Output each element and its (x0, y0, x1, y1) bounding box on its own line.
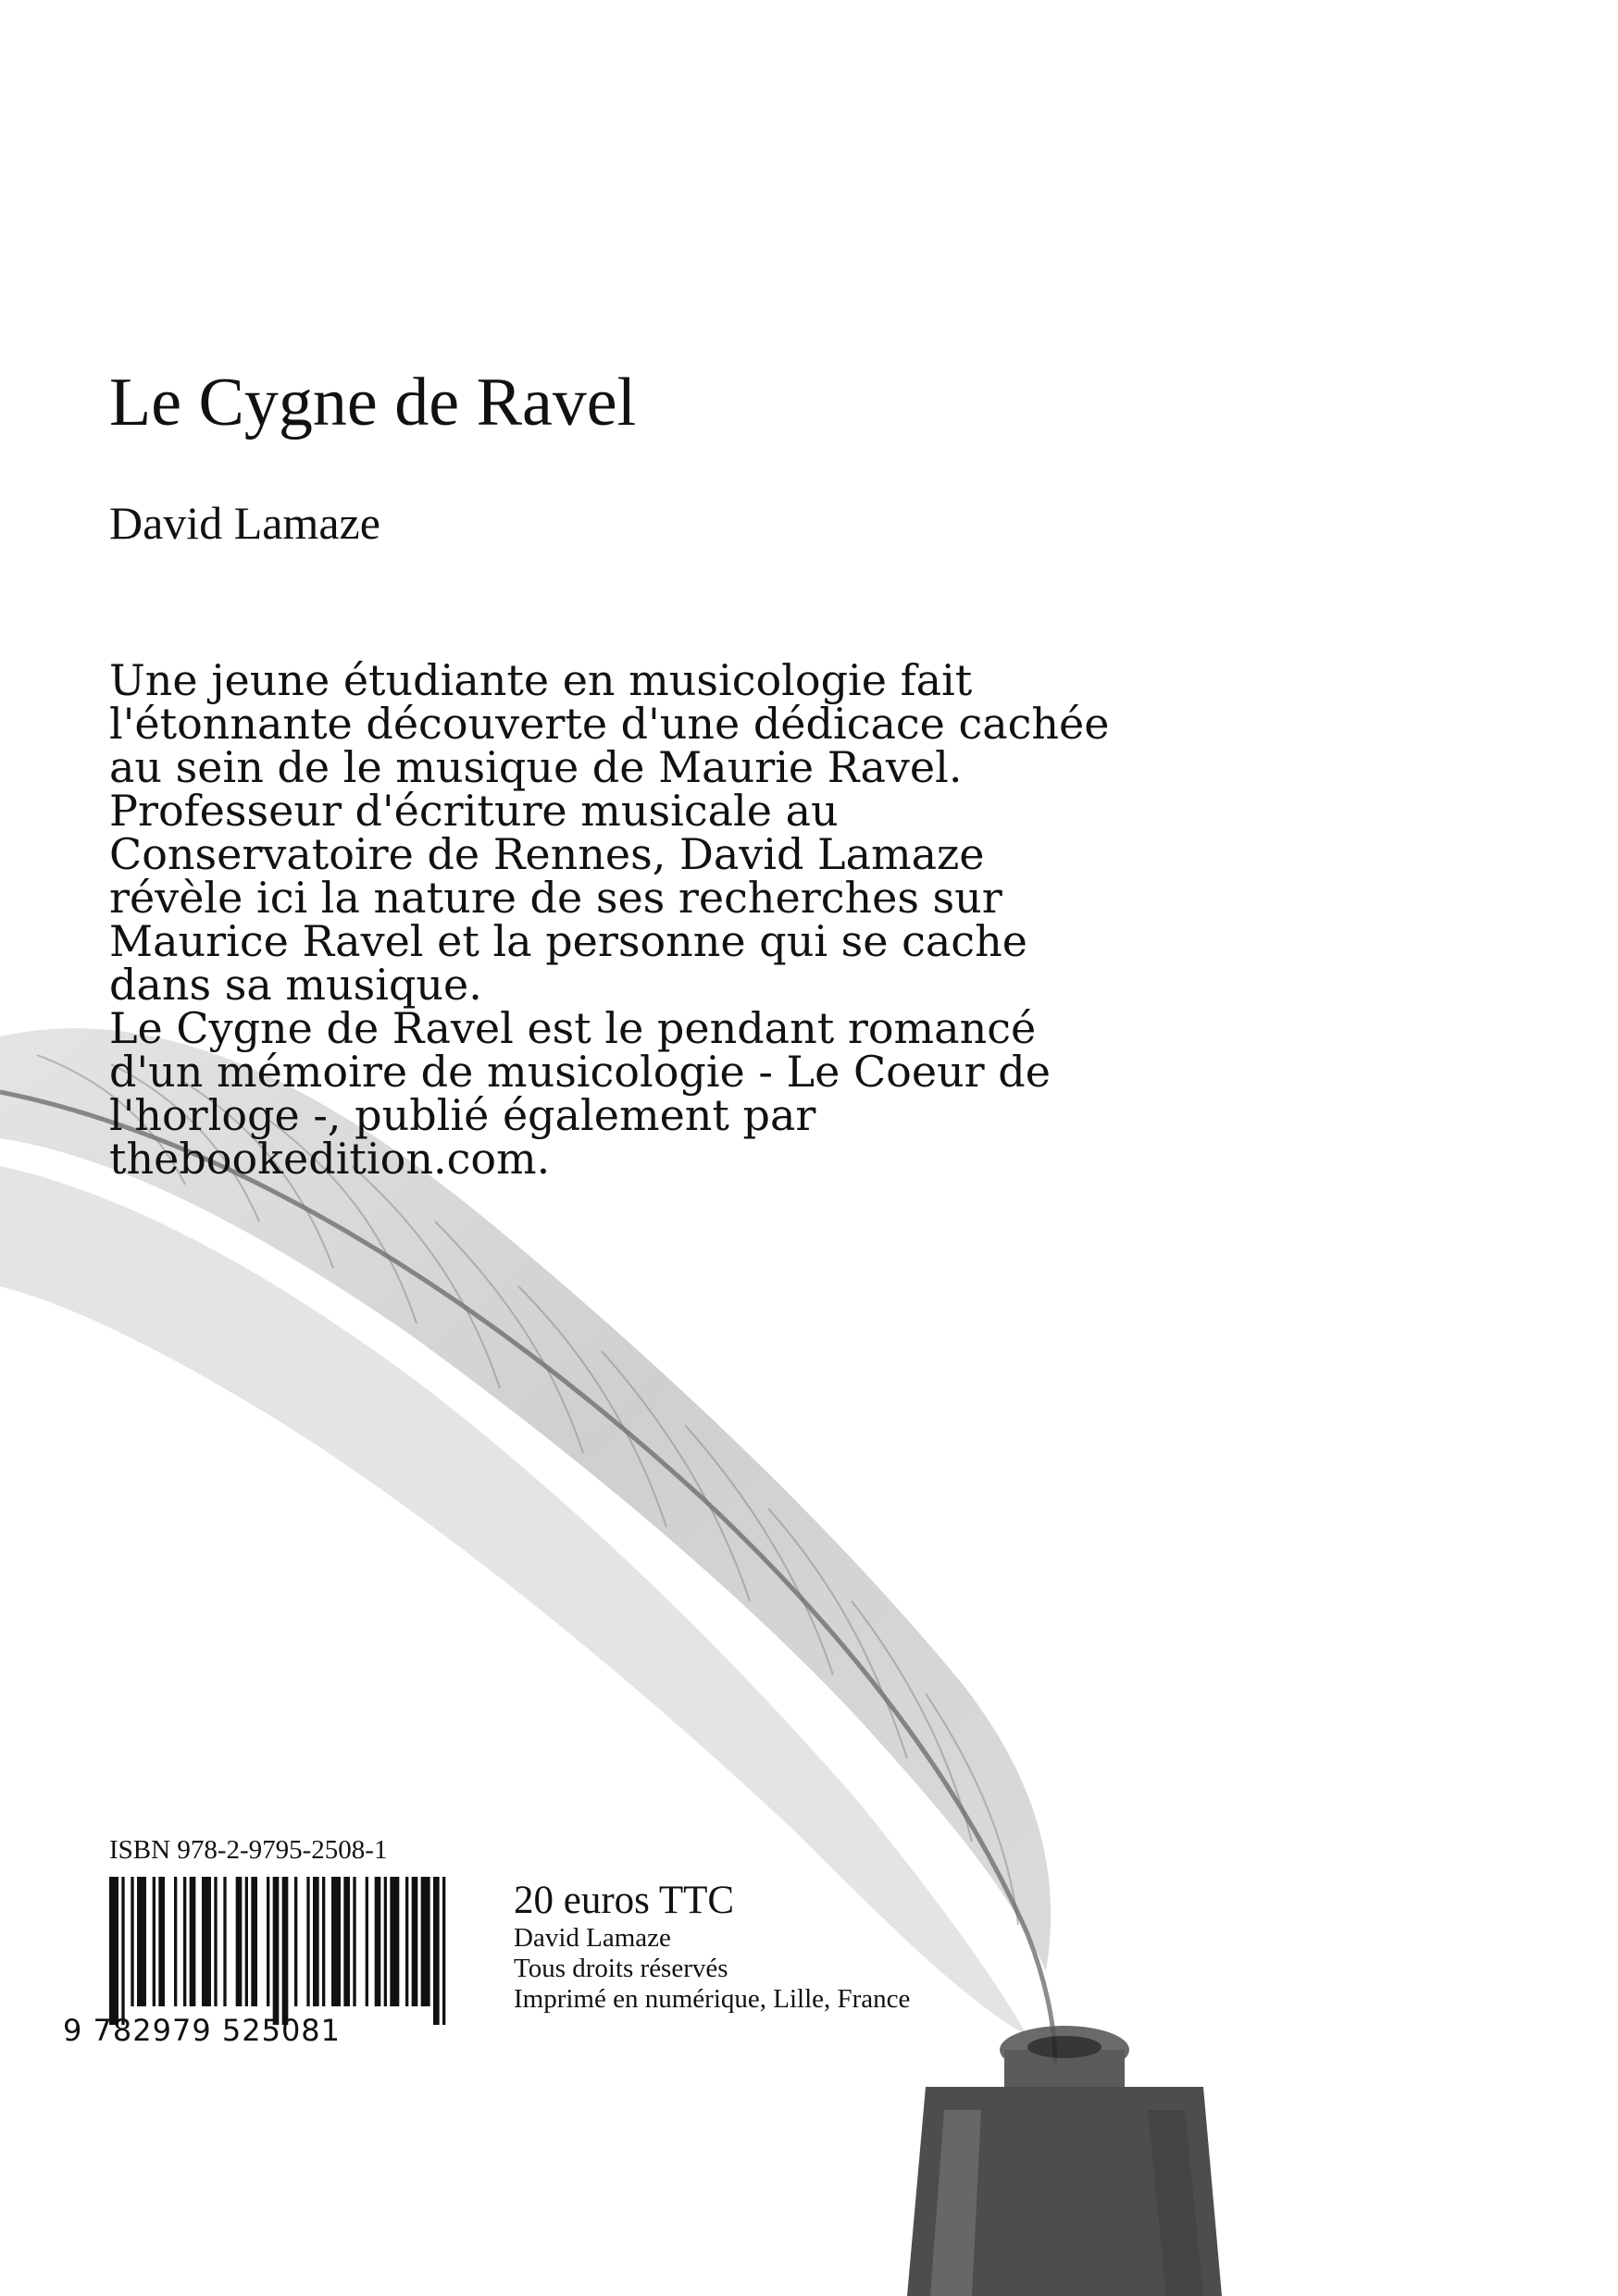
barcode-bar (442, 1877, 445, 2025)
barcode-bar (236, 1877, 243, 2006)
blurb-line: Professeur d'écriture musicale au (109, 786, 839, 836)
barcode-bar (421, 1877, 430, 2006)
book-title: Le Cygne de Ravel (109, 365, 637, 441)
barcode-bar (375, 1877, 381, 2006)
barcode-bar (306, 1877, 309, 2006)
blurb-line: Le Cygne de Ravel est le pendant romancé (109, 1003, 1037, 1053)
imprint-block (514, 1879, 910, 2015)
barcode-bar (245, 1877, 248, 2006)
barcode-bar (331, 1877, 341, 2006)
barcode-bar (313, 1877, 319, 2006)
barcode-bar (251, 1877, 257, 2006)
blurb-line: Conservatoire de Rennes, David Lamaze (109, 829, 985, 879)
barcode-bar (202, 1877, 211, 2006)
barcode-bar (294, 1877, 297, 2006)
barcode-digits: 9 782979 525081 (63, 2013, 342, 2048)
barcode-bar (109, 1877, 118, 2025)
barcode-bar (214, 1877, 217, 2006)
blurb-line: Une jeune étudiante en musicologie fait (109, 655, 973, 705)
barcode-bar (322, 1877, 325, 2006)
blurb-line: dans sa musique. (109, 960, 482, 1010)
book-blurb (109, 655, 1248, 1184)
barcode-bar (267, 1877, 269, 2006)
barcode-bar (412, 1877, 418, 2006)
imprint-rights: Tous droits réservés (514, 1954, 728, 1983)
barcode-bar (190, 1877, 196, 2006)
barcode-bar (131, 1877, 133, 2006)
barcode-bar (121, 1877, 124, 2025)
barcode-bar (384, 1877, 387, 2006)
barcode-bar (174, 1877, 177, 2006)
barcode-bar (158, 1877, 165, 2006)
barcode-bar (353, 1877, 355, 2006)
blurb-line: au sein de le musique de Maurie Ravel. (109, 742, 963, 792)
ink-pot (907, 2026, 1222, 2296)
barcode-bar (137, 1877, 146, 2006)
blurb-line: thebookedition.com. (109, 1134, 551, 1184)
blurb-line: révèle ici la nature de ses recherches sur (109, 873, 1002, 923)
barcode-bar (223, 1877, 226, 2006)
barcode-bar (343, 1877, 350, 2006)
book-author: David Lamaze (109, 497, 380, 549)
blurb-line: l'horloge -, publié également par (109, 1090, 816, 1140)
barcode-bar (153, 1877, 156, 2006)
blurb-line: d'un mémoire de musicologie - Le Coeur de (109, 1047, 1051, 1097)
barcode-bar (282, 1877, 289, 2025)
blurb-line: l'étonnante découverte d'une dédicace cachée (109, 699, 1110, 749)
barcode-bar (433, 1877, 440, 2025)
barcode-bar (273, 1877, 280, 2025)
price-label: 20 euros TTC (514, 1879, 735, 1922)
barcode-bar (183, 1877, 186, 2006)
blurb-line: Maurice Ravel et la personne qui se cache (109, 916, 1027, 966)
barcode-bar (390, 1877, 399, 2006)
barcode-bar (405, 1877, 408, 2006)
isbn-barcode (109, 1877, 452, 2025)
imprint-author: David Lamaze (514, 1923, 671, 1953)
barcode-bar (366, 1877, 368, 2006)
isbn-label: ISBN 978-2-9795-2508-1 (109, 1835, 388, 1865)
imprint-printed: Imprimé en numérique, Lille, France (514, 1984, 911, 2014)
